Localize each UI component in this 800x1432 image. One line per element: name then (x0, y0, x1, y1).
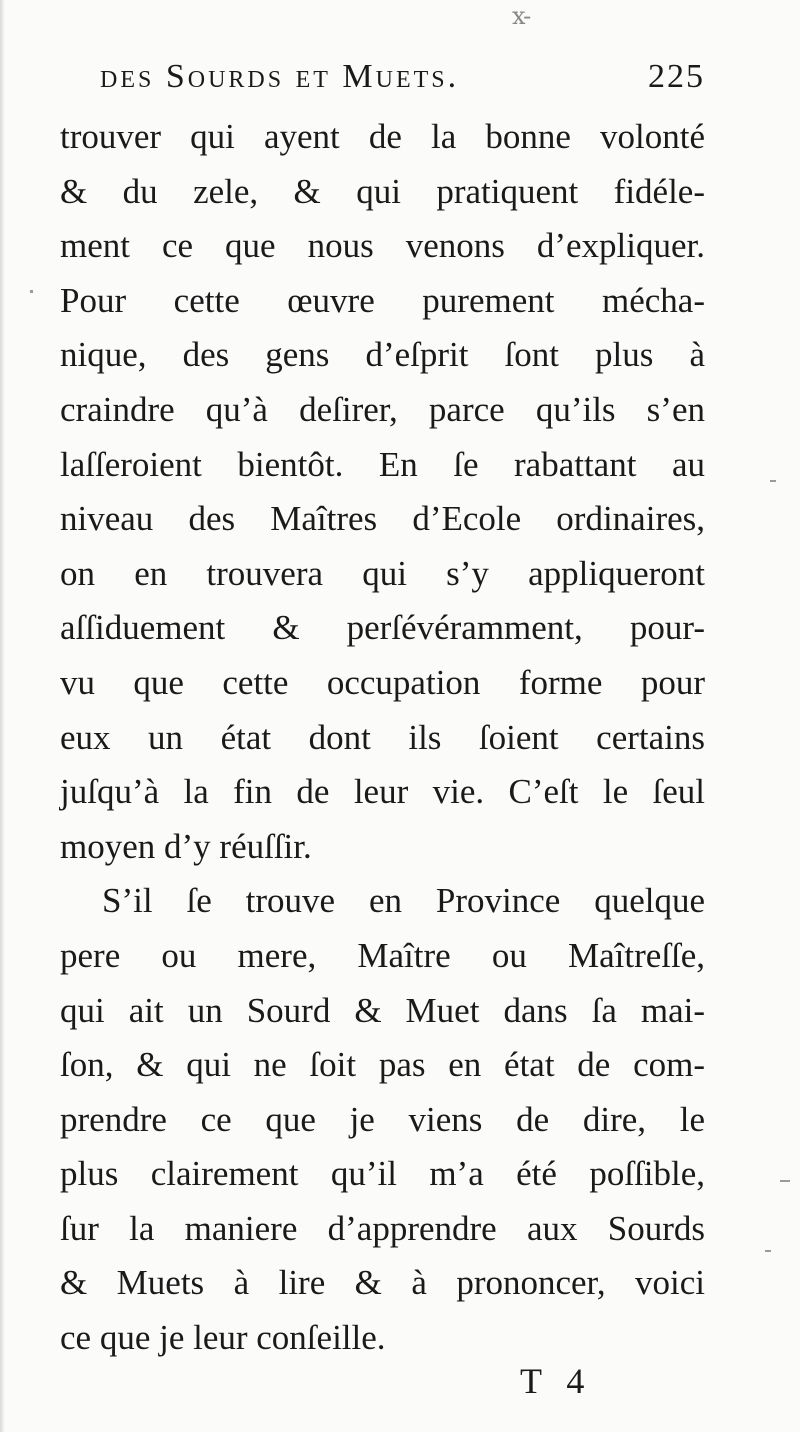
text-line: craindre qu’à deſirer, parce qu’ils s’en (60, 389, 705, 429)
text-line: S’il ſe trouve en Province quelque (102, 881, 705, 921)
text-line: ment ce que nous venons d’expliquer. (60, 226, 705, 266)
text-line: ſur la maniere d’apprendre aux Sourds (60, 1208, 705, 1248)
text-line: ce que je leur conſeille. (60, 1318, 386, 1358)
text-line: ſon, & qui ne ſoit pas en état de com- (60, 1045, 705, 1085)
running-head (100, 52, 705, 102)
text-line: Pour cette œuvre purement mécha- (60, 280, 705, 320)
text-line: plus clairement qu’il m’a été poſſible, (60, 1154, 705, 1194)
text-line: niveau des Maîtres d’Ecole ordinaires, (60, 499, 705, 539)
paper-speck (765, 1250, 771, 1252)
text-line: vu que cette occupation forme pour (60, 662, 705, 702)
text-line: & Muets à lire & à prononcer, voici (60, 1263, 705, 1303)
page-edge-shadow (0, 0, 5, 1432)
text-line: & du zele, & qui pratiquent fidéle- (60, 171, 705, 211)
text-line: juſqu’à la fin de leur vie. C’eſt le ſeul (60, 772, 705, 812)
top-margin-mark: x- (512, 2, 530, 30)
text-line: eux un état dont ils ſoient certains (60, 717, 705, 757)
signature-mark: T 4 (520, 1361, 593, 1401)
text-line: trouver qui ayent de la bonne volonté (60, 117, 705, 156)
paper-speck (780, 1180, 790, 1182)
text-line: nique, des gens d’eſprit ſont plus à (60, 335, 705, 375)
text-line: aſſiduement & perſévéramment, pour- (60, 608, 705, 648)
text-line: pere ou mere, Maître ou Maîtreſſe, (60, 935, 705, 975)
text-line: qui ait un Sourd & Muet dans ſa mai- (60, 990, 705, 1030)
text-line: laſſeroient bientôt. En ſe rabattant au (60, 444, 705, 484)
text-line: moyen d’y réuſſir. (60, 826, 312, 866)
running-title: des Sourds et Muets. (100, 58, 460, 95)
page-number: 225 (648, 58, 705, 95)
paper-speck (30, 290, 33, 293)
text-line: on en trouvera qui s’y appliqueront (60, 553, 705, 593)
text-line: prendre ce que je viens de dire, le (60, 1099, 705, 1139)
paper-speck (770, 480, 776, 482)
body-text (60, 110, 705, 1366)
